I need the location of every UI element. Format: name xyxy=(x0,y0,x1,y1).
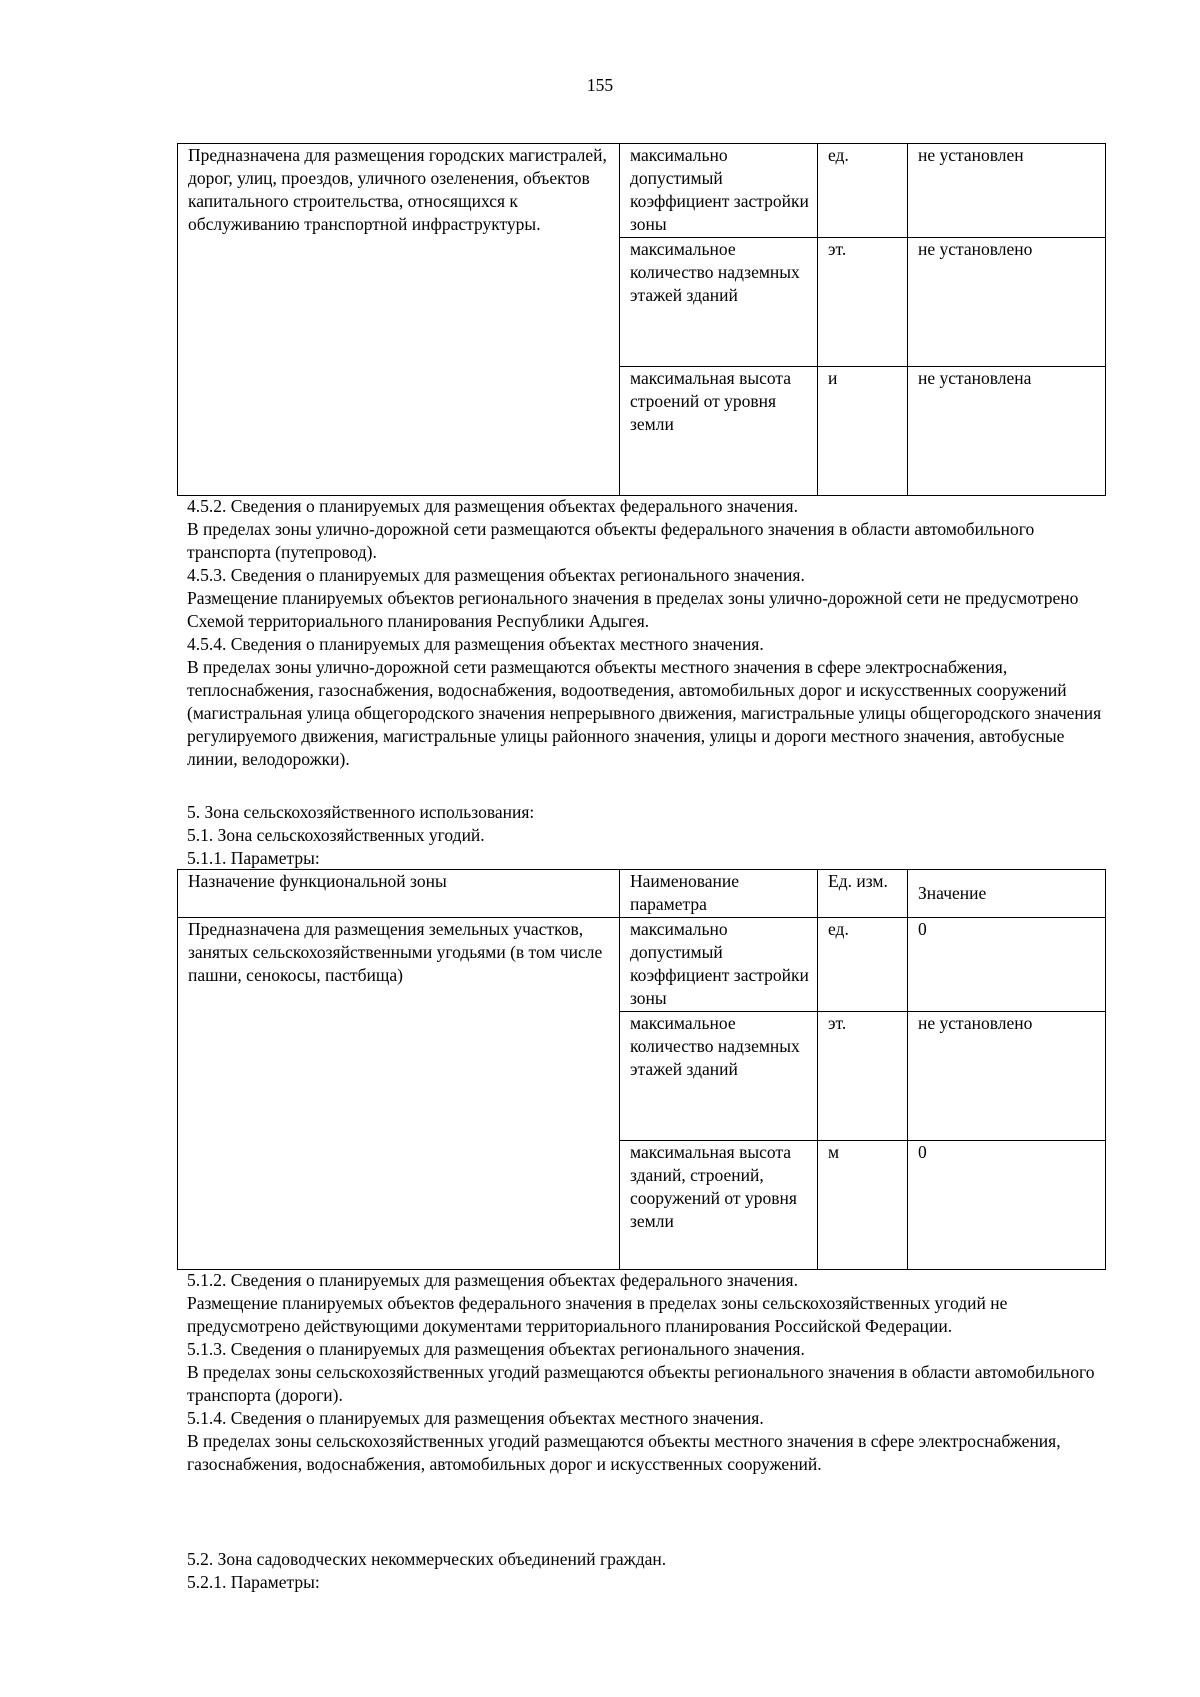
header-value: Значение xyxy=(908,870,1106,918)
param-name-cell: максимальное количество надземных этажей зданий xyxy=(620,238,818,367)
page-number: 155 xyxy=(586,75,614,95)
header-param: Наименование параметра xyxy=(620,870,818,918)
paragraph: В пределах зоны сельскохозяйственных угодий размещаются объекты местного значения в сфере электроснабжения, газоснабжения, водоснабжения, автомобильных дорог и искусственных сооружений. xyxy=(187,1431,1061,1474)
param-unit-cell: м xyxy=(818,1141,908,1270)
zone-purpose-cell: Предназначена для размещения городских магистралей, дорог, улиц, проездов, уличного озеленения, объектов капитального строительства, относящихся к обслуживанию транспортной инфраструктуры. xyxy=(178,144,620,496)
zone-parameters-table-agricultural-land xyxy=(177,869,1106,1270)
table-header-row xyxy=(178,870,1106,918)
zone-parameters-table-street-network xyxy=(177,143,1106,496)
paragraph: 5.1.4. Сведения о планируемых для размещения объектах местного значения. xyxy=(187,1408,764,1428)
param-name-cell: максимальная высота зданий, строений, сооружений от уровня земли xyxy=(620,1141,818,1270)
paragraph: 4.5.3. Сведения о планируемых для размещения объектах регионального значения. xyxy=(187,565,805,585)
paragraph: 5.1.2. Сведения о планируемых для размещения объектах федерального значения. xyxy=(187,1270,798,1290)
paragraph: В пределах зоны улично-дорожной сети размещаются объекты федерального значения в области автомобильного транспорта (путепровод). xyxy=(187,519,1035,562)
paragraph: Размещение планируемых объектов регионального значения в пределах зоны улично-дорожной сети не предусмотрено Схемой территориального планирования Республики Адыгея. xyxy=(187,588,1079,631)
param-value-cell: не установлено xyxy=(908,1012,1106,1141)
param-value-cell: не установлена xyxy=(908,367,1106,496)
section-5-heading xyxy=(187,801,1107,870)
param-value-cell: 0 xyxy=(908,1141,1106,1270)
param-name-cell: максимально допустимый коэффициент застройки зоны xyxy=(620,144,818,238)
header-unit: Ед. изм. xyxy=(818,870,908,918)
param-unit-cell: эт. xyxy=(818,238,908,367)
param-unit-cell: эт. xyxy=(818,1012,908,1141)
section-heading: 5.1.1. Параметры: xyxy=(187,848,320,868)
param-name-cell: максимальная высота строений от уровня земли xyxy=(620,367,818,496)
table-row xyxy=(178,918,1106,1012)
paragraph: Размещение планируемых объектов федерального значения в пределах зоны сельскохозяйственных угодий не предусмотрено действующими документами территориального планирования Российской Федерации. xyxy=(187,1293,1008,1336)
param-value-cell: не установлен xyxy=(908,144,1106,238)
param-unit-cell: и xyxy=(818,367,908,496)
paragraph: В пределах зоны сельскохозяйственных угодий размещаются объекты регионального значения в области автомобильного транспорта (дороги). xyxy=(187,1362,1095,1405)
paragraph: В пределах зоны улично-дорожной сети размещаются объекты местного значения в сфере электроснабжения, теплоснабжения, газоснабжения, водоснабжения, водоотведения, автомобильных дорог и искусственных сооружений (магистральная улица общегородского значения непрерывного движения, магистральные улицы общегородского значения регулируемого движения, магистральные улицы районного значения, улицы и дороги местного значения, автобусные линии, велодорожки). xyxy=(187,657,1102,769)
section-4-5-text xyxy=(187,495,1107,771)
section-heading: 5.2. Зона садоводческих некоммерческих объединений граждан. xyxy=(187,1549,667,1569)
section-heading: 5. Зона сельскохозяйственного использования: xyxy=(187,802,535,822)
param-name-cell: максимально допустимый коэффициент застройки зоны xyxy=(620,918,818,1012)
section-5-2-heading xyxy=(187,1548,1107,1594)
section-heading: 5.1. Зона сельскохозяйственных угодий. xyxy=(187,825,485,845)
paragraph: 5.1.3. Сведения о планируемых для размещения объектах регионального значения. xyxy=(187,1339,805,1359)
section-5-1-text xyxy=(187,1269,1107,1476)
param-name-cell: максимальное количество надземных этажей зданий xyxy=(620,1012,818,1141)
paragraph: 4.5.4. Сведения о планируемых для размещения объектах местного значения. xyxy=(187,634,764,654)
param-value-cell: не установлено xyxy=(908,238,1106,367)
param-value-cell: 0 xyxy=(908,918,1106,1012)
param-unit-cell: ед. xyxy=(818,144,908,238)
table-row xyxy=(178,144,1106,238)
section-heading: 5.2.1. Параметры: xyxy=(187,1572,320,1592)
paragraph: 4.5.2. Сведения о планируемых для размещения объектах федерального значения. xyxy=(187,496,798,516)
zone-purpose-cell: Предназначена для размещения земельных участков, занятых сельскохозяйственными угодьями (в том числе пашни, сенокосы, пастбища) xyxy=(178,918,620,1270)
header-purpose: Назначение функциональной зоны xyxy=(178,870,620,918)
param-unit-cell: ед. xyxy=(818,918,908,1012)
